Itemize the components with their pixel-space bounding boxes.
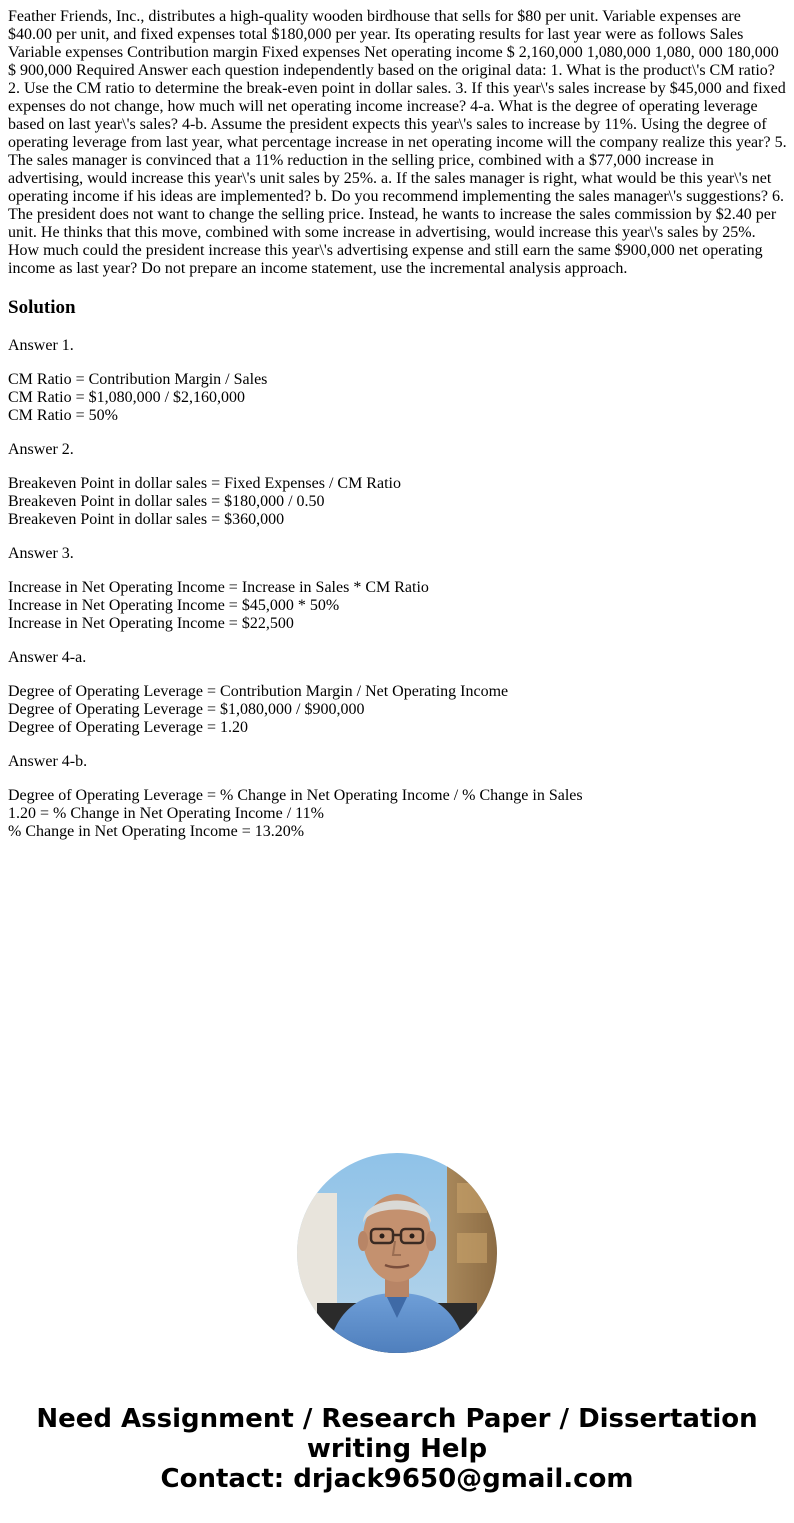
answer-line: 1.20 = % Change in Net Operating Income / 11%	[8, 805, 324, 822]
answer-line: Breakeven Point in dollar sales = $180,000 / 0.50	[8, 493, 325, 510]
promo-line-2: writing Help	[306, 1434, 488, 1464]
answer-line: Degree of Operating Leverage = Contribution Margin / Net Operating Income	[8, 683, 509, 700]
answer-title: Answer 1.	[8, 337, 74, 354]
answer-line: CM Ratio = 50%	[8, 407, 118, 424]
solution-heading: Solution	[8, 297, 76, 318]
answer-2	[8, 441, 788, 529]
answer-line: Breakeven Point in dollar sales = $360,000	[8, 511, 285, 528]
promo-banner	[0, 1404, 794, 1494]
answer-1	[8, 337, 788, 425]
promo-line-1: Need Assignment / Research Paper / Dissertation	[36, 1404, 758, 1434]
answer-line: Increase in Net Operating Income = $22,500	[8, 615, 294, 632]
answer-title: Answer 4-a.	[8, 649, 87, 666]
answer-title: Answer 3.	[8, 545, 74, 562]
answer-line: Increase in Net Operating Income = $45,000 * 50%	[8, 597, 340, 614]
author-avatar	[297, 1153, 497, 1353]
answer-line: CM Ratio = Contribution Margin / Sales	[8, 371, 268, 388]
answer-line: CM Ratio = $1,080,000 / $2,160,000	[8, 389, 246, 406]
answer-line: Degree of Operating Leverage = 1.20	[8, 719, 249, 736]
answer-line: % Change in Net Operating Income = 13.20%	[8, 823, 305, 840]
answer-4a	[8, 649, 788, 737]
answer-line: Degree of Operating Leverage = % Change in Net Operating Income / % Change in Sales	[8, 787, 583, 804]
question-text: Feather Friends, Inc., distributes a high-quality wooden birdhouse that sells for $80 per unit. Variable expenses are $40.00 per unit, and fixed expenses total $180,000 per year. Its operating results for last year were as follows Sales Variable expenses Contribution margin Fixed expenses Net operating income $ 2,160,000 1,080,000 1,080, 000 180,000 $ 900,000 Required Answer each question independently based on the original data: 1. What is the product\'s CM ratio? 2. Use the CM ratio to determine the break-even point in dollar sales. 3. If this year\'s sales increase by $45,000 and fixed expenses do not change, how much will net operating income increase? 4-a. What is the degree of operating leverage based on last year\'s sales? 4-b. Assume the president expects this year\'s sales to increase by 11%. Using the degree of operating leverage from last year, what percentage increase in net operating income will the company realize this year? 5. The sales manager is convinced that a 11% reduction in the selling price, combined with a $77,000 increase in advertising, would increase this year\'s unit sales by 25%. a. If the sales manager is right, what would be this year\'s net operating income if his ideas are implemented? b. Do you recommend implementing the sales manager\'s suggestions? 6. The president does not want to change the selling price. Instead, he wants to increase the sales commission by $2.40 per unit. He thinks that this move, combined with some increase in advertising, would increase this year\'s sales by 25%. How much could the president increase this year\'s advertising expense and still earn the same $900,000 net operating income as last year? Do not prepare an income statement, use the incremental analysis approach.	[8, 8, 787, 277]
author-portrait-image	[297, 1153, 497, 1353]
answer-title: Answer 2.	[8, 441, 74, 458]
answer-title: Answer 4-b.	[8, 753, 88, 770]
promo-contact: Contact: drjack9650@gmail.com	[160, 1464, 634, 1494]
answer-3	[8, 545, 788, 633]
answer-line: Increase in Net Operating Income = Increase in Sales * CM Ratio	[8, 579, 429, 596]
answer-line: Breakeven Point in dollar sales = Fixed Expenses / CM Ratio	[8, 475, 401, 492]
answer-line: Degree of Operating Leverage = $1,080,000 / $900,000	[8, 701, 365, 718]
answer-4b	[8, 753, 788, 841]
